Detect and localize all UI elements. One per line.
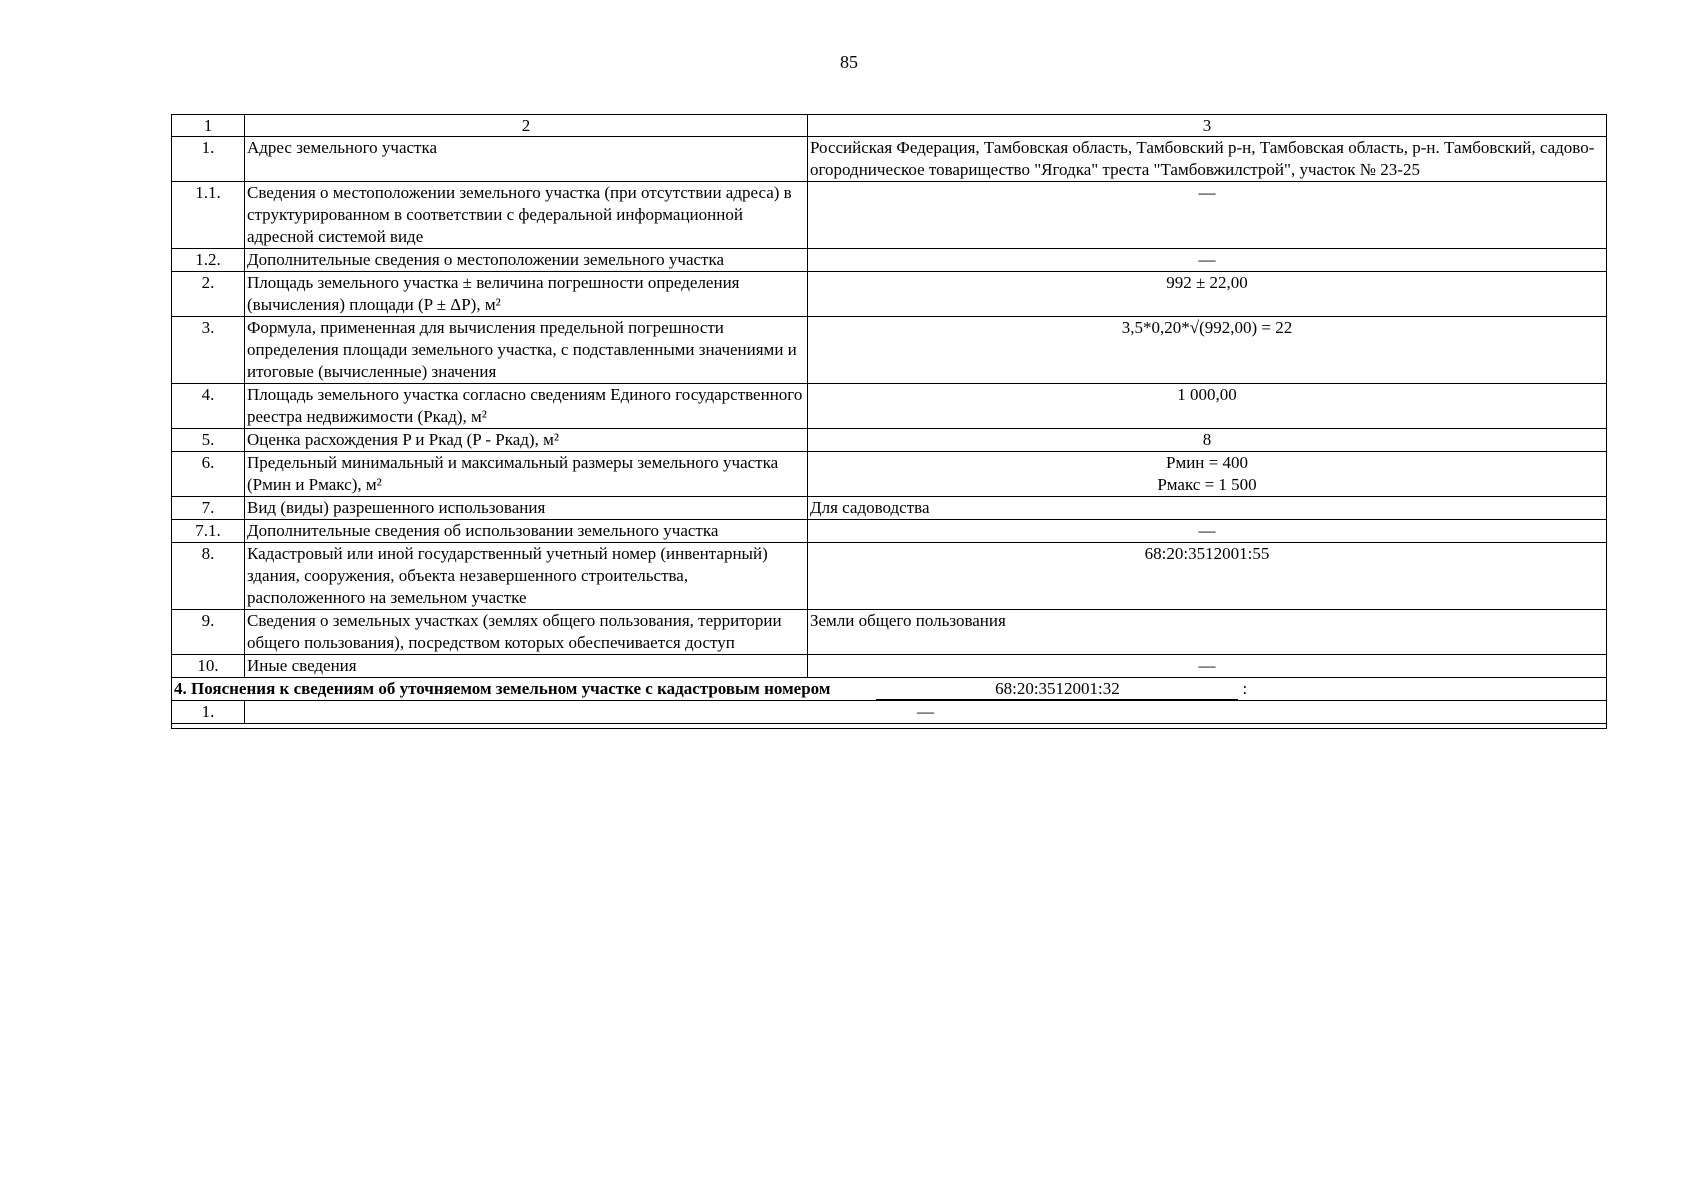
land-plot-info-table	[171, 114, 1607, 729]
row-number: 3.	[172, 317, 245, 384]
page-number: 85	[840, 52, 858, 72]
row-label: Иные сведения	[245, 655, 808, 678]
row-value: 3,5*0,20*√(992,00) = 22	[808, 317, 1607, 384]
row-value: 992 ± 22,00	[808, 272, 1607, 317]
row-value: Российская Федерация, Тамбовская область, Тамбовский р-н, Тамбовская область, р-н. Тамбовский, садово-огородническое товарищество "Ягодка" треста "Тамбовжилстрой", участок № 23-25	[808, 137, 1607, 182]
row-label: Оценка расхождения P и Ркад (P - Ркад), м²	[245, 429, 808, 452]
table-bottom-border	[172, 724, 1607, 729]
row-value: —	[808, 249, 1607, 272]
section-4-title: 4. Пояснения к сведениям об уточняемом земельном участке с кадастровым номером	[174, 679, 831, 698]
section-4-header-row	[172, 678, 1607, 701]
row-number: 1.	[172, 701, 245, 724]
row-number: 4.	[172, 384, 245, 429]
table-row-formula	[172, 317, 1607, 384]
row-number: 1.	[172, 137, 245, 182]
row-number: 2.	[172, 272, 245, 317]
row-value: Земли общего пользования	[808, 610, 1607, 655]
section-4-header	[172, 678, 1607, 701]
row-number: 6.	[172, 452, 245, 497]
table-row-location-additional	[172, 249, 1607, 272]
table-row-area-difference	[172, 429, 1607, 452]
row-value: Для садоводства	[808, 497, 1607, 520]
table-row-area	[172, 272, 1607, 317]
row-label: Кадастровый или иной государственный учетный номер (инвентарный) здания, сооружения, объекта незавершенного строительства, расположенного на земельном участке	[245, 543, 808, 610]
row-value: —	[808, 182, 1607, 249]
row-number: 10.	[172, 655, 245, 678]
max-area-value: Рмакс = 1 500	[1157, 475, 1257, 494]
section-4-cadastral-number: 68:20:3512001:32	[876, 679, 1238, 700]
row-label: Адрес земельного участка	[245, 137, 808, 182]
row-label: Сведения о местоположении земельного участка (при отсутствии адреса) в структурированном в соответствии с федеральной информационной адресной системой виде	[245, 182, 808, 249]
row-value: 8	[808, 429, 1607, 452]
row-label: Дополнительные сведения об использовании земельного участка	[245, 520, 808, 543]
section-4-row	[172, 701, 1607, 724]
row-value: —	[245, 701, 1607, 724]
row-number: 5.	[172, 429, 245, 452]
row-label: Дополнительные сведения о местоположении земельного участка	[245, 249, 808, 272]
row-number: 1.1.	[172, 182, 245, 249]
row-value: —	[808, 655, 1607, 678]
row-value: 1 000,00	[808, 384, 1607, 429]
row-value	[808, 452, 1607, 497]
row-label: Площадь земельного участка согласно сведениям Единого государственного реестра недвижимости (Ркад), м²	[245, 384, 808, 429]
row-number: 1.2.	[172, 249, 245, 272]
section-4-colon: :	[1242, 679, 1248, 698]
table-header-row	[172, 115, 1607, 137]
row-label: Сведения о земельных участках (землях общего пользования, территории общего пользования), посредством которых обеспечивается доступ	[245, 610, 808, 655]
table-row-address	[172, 137, 1607, 182]
row-label: Площадь земельного участка ± величина погрешности определения (вычисления) площади (P ± ΔP), м²	[245, 272, 808, 317]
row-label: Вид (виды) разрешенного использования	[245, 497, 808, 520]
table-row-other	[172, 655, 1607, 678]
row-number: 7.1.	[172, 520, 245, 543]
table-row-location-structured	[172, 182, 1607, 249]
min-area-value: Рмин = 400	[1166, 453, 1248, 472]
table-row-permitted-use	[172, 497, 1607, 520]
header-col-2: 2	[245, 115, 808, 137]
table-row-access	[172, 610, 1607, 655]
row-number: 8.	[172, 543, 245, 610]
row-value: 68:20:3512001:55	[808, 543, 1607, 610]
row-label: Формула, примененная для вычисления предельной погрешности определения площади земельного участка, с подставленными значениями и итоговые (вычисленные) значения	[245, 317, 808, 384]
row-number: 9.	[172, 610, 245, 655]
table-row-min-max	[172, 452, 1607, 497]
table-row-area-egrn	[172, 384, 1607, 429]
header-col-1: 1	[172, 115, 245, 137]
row-value: —	[808, 520, 1607, 543]
table-row-use-additional	[172, 520, 1607, 543]
header-col-3: 3	[808, 115, 1607, 137]
table-row-building-number	[172, 543, 1607, 610]
row-label: Предельный минимальный и максимальный размеры земельного участка (Рмин и Рмакс), м²	[245, 452, 808, 497]
row-number: 7.	[172, 497, 245, 520]
table-bottom-spacer	[172, 724, 1607, 729]
